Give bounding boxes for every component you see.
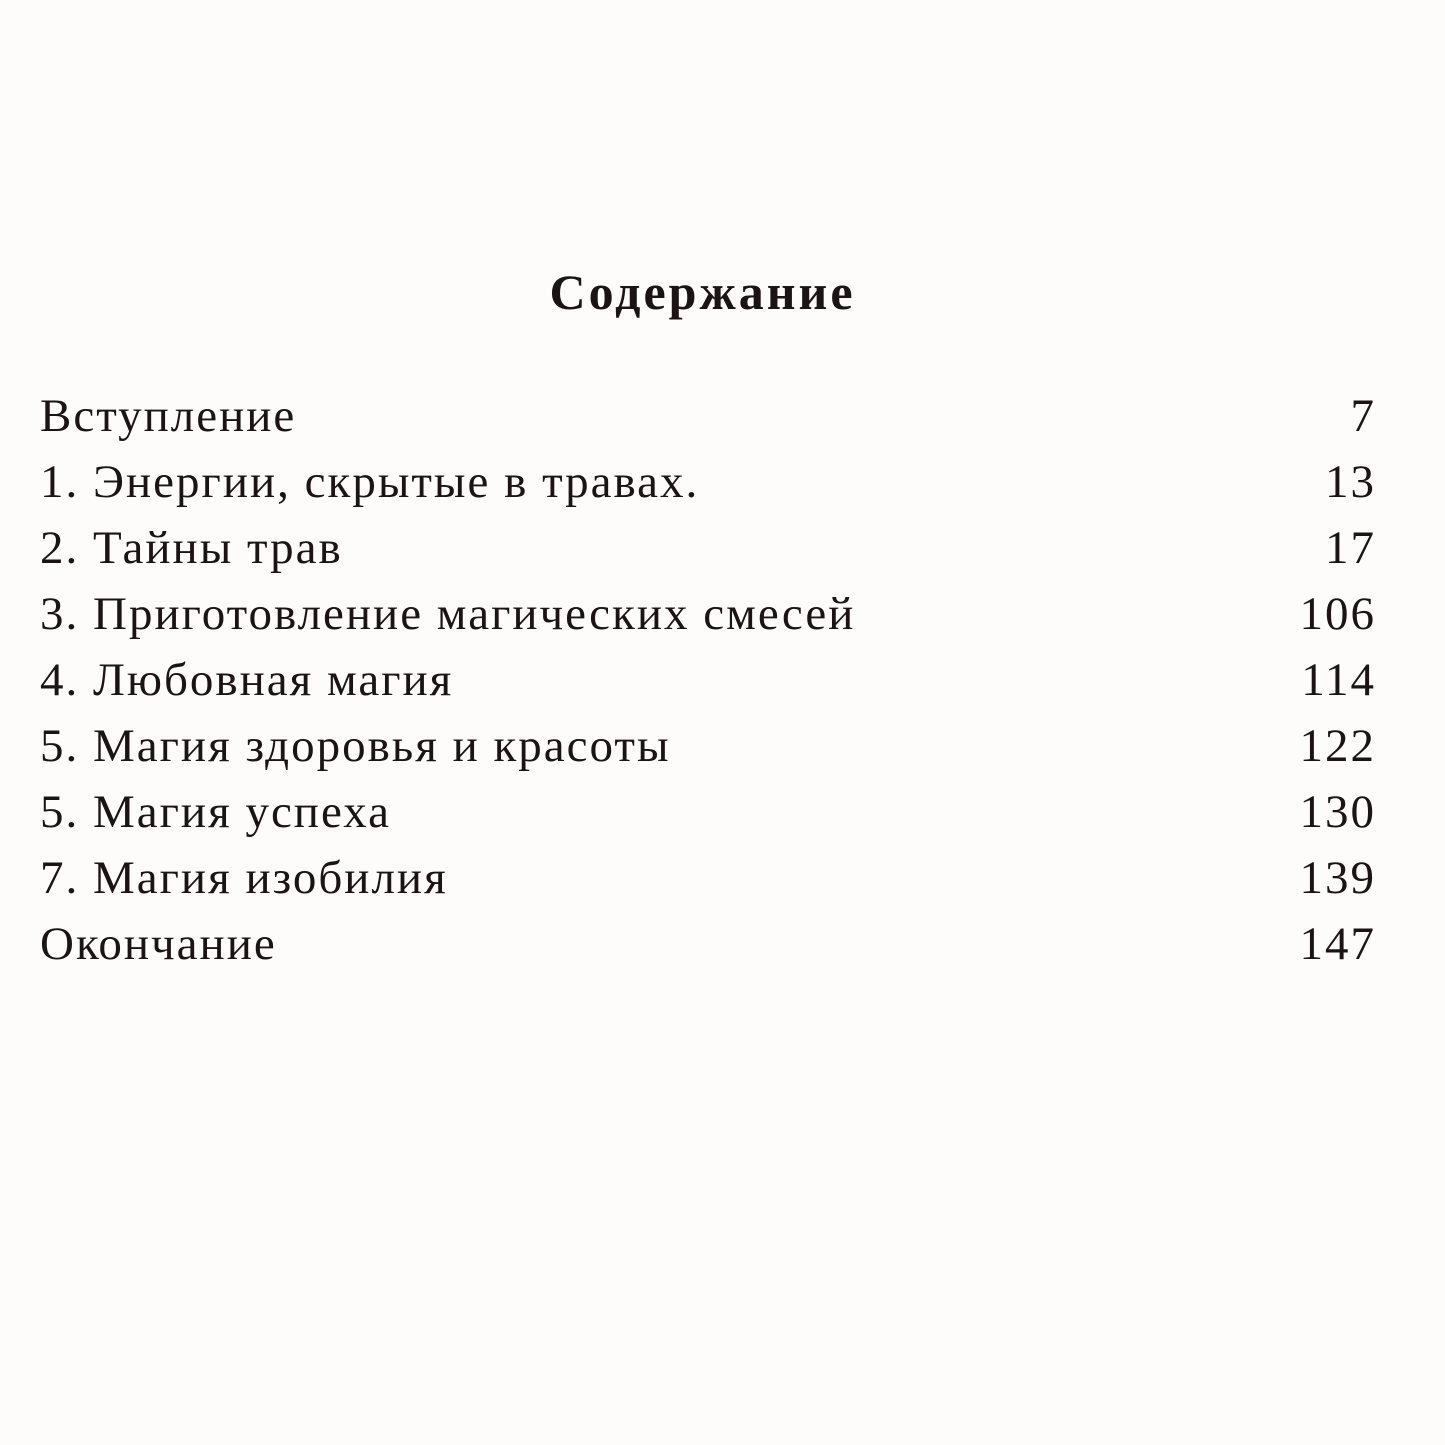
toc-entry-page-number: 106 (1299, 588, 1376, 640)
toc-entry-ending (40, 911, 1376, 977)
toc-entry-page-number: 114 (1301, 654, 1376, 706)
toc-entry-label: 1. Энергии, скрытые в травах. (40, 456, 700, 508)
toc-entry-label: Вступление (40, 390, 297, 442)
toc-entry-page-number: 139 (1299, 852, 1376, 904)
toc-entry-chapter-4 (40, 647, 1376, 713)
toc-entry-page-number: 7 (1350, 390, 1376, 442)
toc-title: Содержание (549, 264, 856, 320)
toc-entry-chapter-6 (40, 779, 1376, 845)
toc-entry-chapter-3 (40, 581, 1376, 647)
toc-entry-label: 5. Магия здоровья и красоты (40, 720, 671, 772)
toc-entry-label: 4. Любовная магия (40, 654, 454, 706)
toc-entry-page-number: 17 (1325, 522, 1376, 574)
toc-entry-page-number: 13 (1325, 456, 1376, 508)
toc-entry-label: 3. Приготовление магических смесей (40, 588, 856, 640)
toc-entry-page-number: 122 (1299, 720, 1376, 772)
toc-entry-intro (40, 383, 1376, 449)
toc-entry-label: 2. Тайны трав (40, 522, 343, 574)
toc-entry-label: 7. Магия изобилия (40, 852, 448, 904)
toc-entry-chapter-2 (40, 515, 1376, 581)
toc-entry-chapter-1 (40, 449, 1376, 515)
toc-entry-label: Окончание (40, 918, 277, 970)
toc-entry-page-number: 130 (1299, 786, 1376, 838)
toc-entry-chapter-5 (40, 713, 1376, 779)
toc-entry-label: 5. Магия успеха (40, 786, 391, 838)
toc-list (40, 383, 1376, 977)
toc-entry-chapter-7 (40, 845, 1376, 911)
toc-entry-page-number: 147 (1299, 918, 1376, 970)
